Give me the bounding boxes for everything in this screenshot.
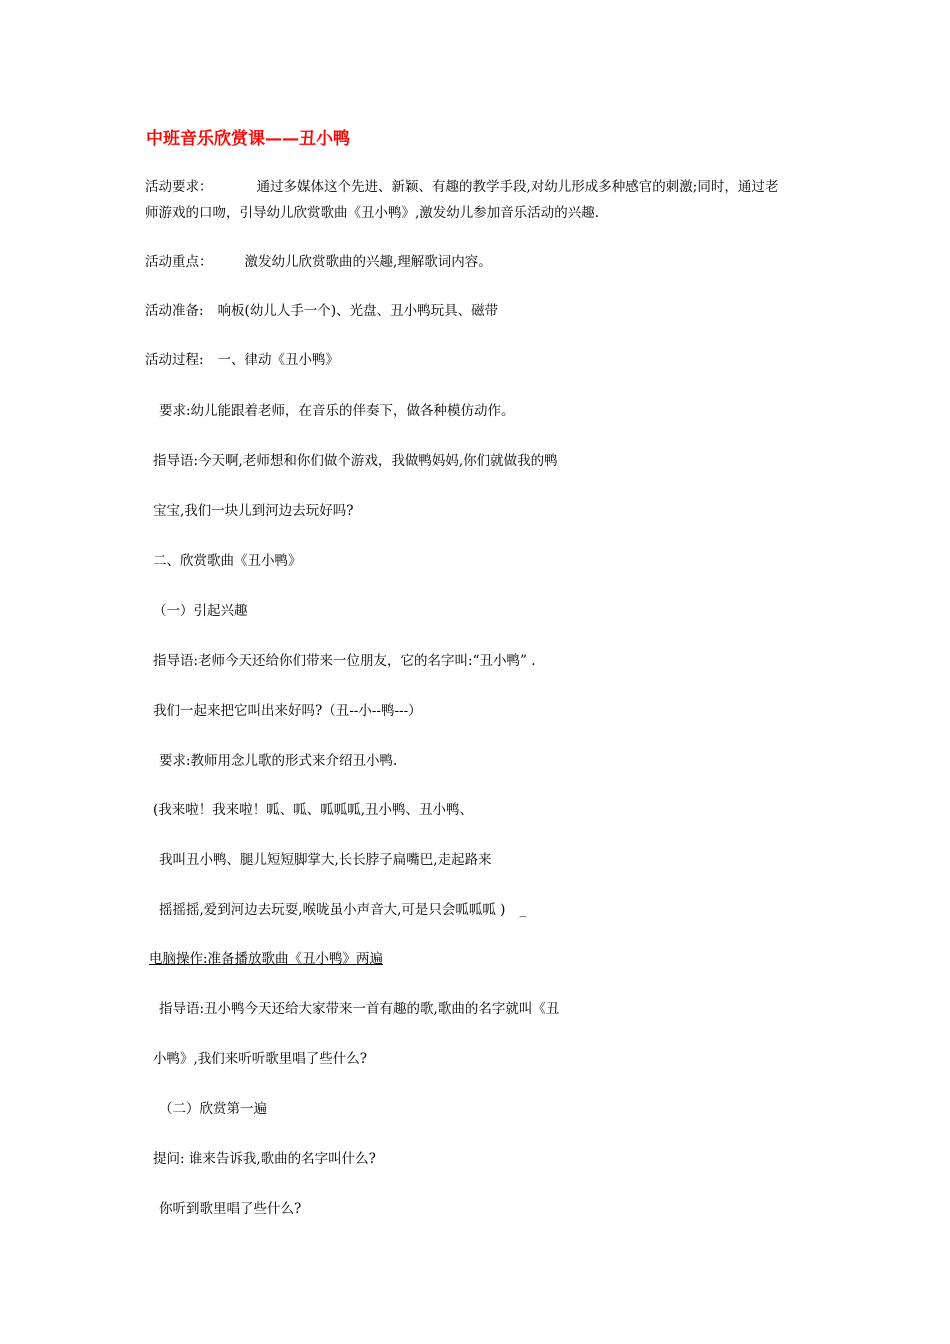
sub-section-1: （一）引起兴趣 [153, 603, 248, 619]
preparation-label: 活动准备: [145, 303, 204, 319]
guide-2b: 我们一起来把它叫出来好吗?（丑--小--鸭---） [153, 703, 422, 719]
requirements-text-1: 通过多媒体这个先进、新颖、有趣的教学手段,对幼儿形成多种感官的刺激;同时，通过老 [256, 179, 779, 195]
rhyme-line-1: (我来啦！我来啦！呱、呱、呱呱呱,丑小鸭、丑小鸭、 [153, 802, 474, 818]
sub-section-2: （二）欣赏第一遍 [159, 1101, 267, 1117]
step-2: 二、欣赏歌曲《丑小鸭》 [153, 553, 302, 569]
guide-3a: 指导语:丑小鸭今天还给大家带来一首有趣的歌,歌曲的名字就叫《丑 [159, 1001, 560, 1017]
requirements-text-2: 师游戏的口吻，引导幼儿欣赏歌曲《丑小鸭》,激发幼儿参加音乐活动的兴趣. [145, 205, 600, 221]
requirement-1: 要求:幼儿能跟着老师，在音乐的伴奏下，做各种模仿动作。 [159, 403, 515, 419]
focus-text: 激发幼儿欣赏歌曲的兴趣,理解歌词内容。 [244, 254, 492, 270]
preparation-line [145, 302, 498, 320]
requirements-line-1 [145, 178, 778, 196]
guide-1b: 宝宝,我们一块儿到河边去玩好吗? [153, 503, 354, 519]
computer-operation: 电脑操作:准备播放歌曲《丑小鸭》两遍 [149, 951, 384, 967]
question-1: 提问: 谁来告诉我,歌曲的名字叫什么? [153, 1151, 376, 1167]
rhyme-line-3: 摇摇摇,爱到河边去玩耍,喉咙虽小声音大,可是只会呱呱呱 ) [159, 902, 506, 918]
rhyme-line-3-wrap [159, 901, 526, 919]
rhyme-line-3-mark: _ [519, 902, 527, 918]
rhyme-line-2: 我叫丑小鸭、腿儿短短脚掌大,长长脖子扁嘴巴,走起路来 [159, 852, 492, 868]
preparation-text: 响板(幼儿人手一个)、光盘、丑小鸭玩具、磁带 [217, 303, 499, 319]
guide-2: 指导语:老师今天还给你们带来一位朋友，它的名字叫:“丑小鸭” . [153, 653, 536, 669]
question-2: 你听到歌里唱了些什么? [159, 1201, 302, 1217]
process-label: 活动过程: [145, 352, 204, 368]
focus-line [145, 253, 492, 271]
requirements-label: 活动要求： [145, 179, 213, 195]
document-title: 中班音乐欣赏课——丑小鸭 [146, 129, 350, 149]
focus-label: 活动重点： [145, 254, 213, 270]
guide-3b: 小鸭》,我们来听听歌里唱了些什么? [153, 1051, 368, 1067]
process-step-1: 一、律动《丑小鸭》 [217, 352, 340, 368]
guide-1a: 指导语:今天啊,老师想和你们做个游戏，我做鸭妈妈,你们就做我的鸭 [153, 453, 558, 469]
process-line [145, 351, 339, 369]
requirement-2: 要求:教师用念儿歌的形式来介绍丑小鸭. [159, 753, 398, 769]
